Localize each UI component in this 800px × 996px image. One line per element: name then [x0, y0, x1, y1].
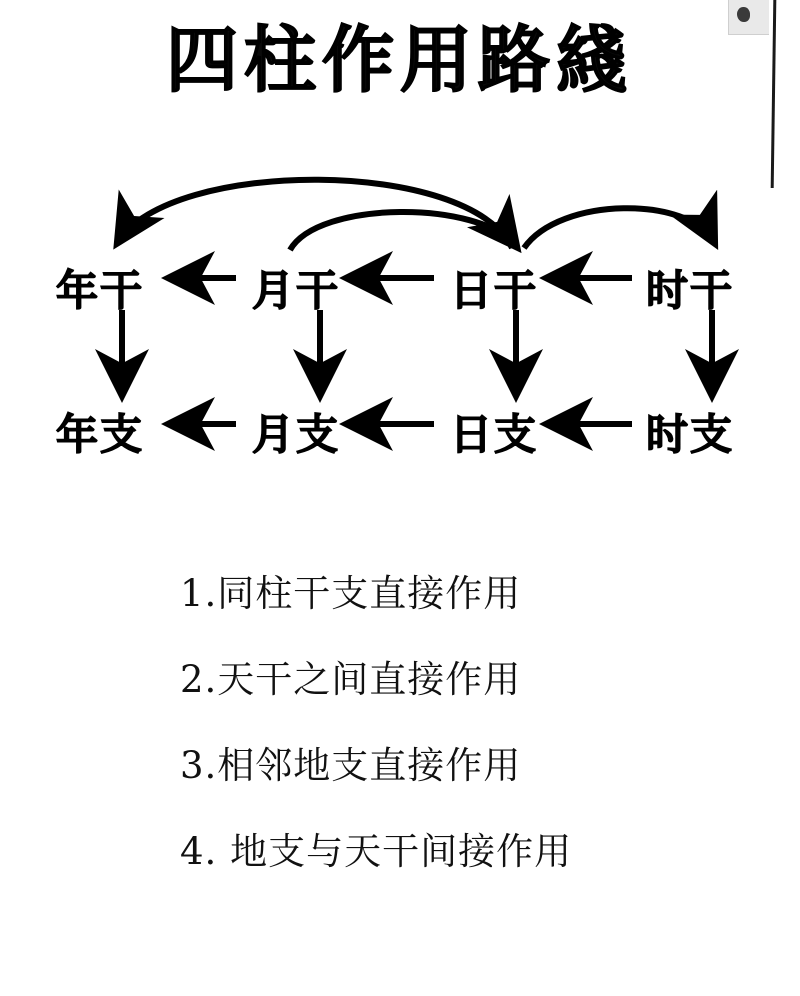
page-title: 四柱作用路綫	[165, 17, 634, 102]
node-month-branch: 月支	[252, 410, 341, 459]
node-year-stem: 年干	[56, 266, 145, 315]
note-item: 2.天干之间直接作用	[180, 658, 522, 701]
node-day-branch: 日支	[450, 410, 539, 459]
note-item: 3.相邻地支直接作用	[180, 744, 522, 787]
note-item: 1.同柱干支直接作用	[180, 572, 522, 615]
node-year-branch: 年支	[56, 410, 145, 459]
notes-list	[0, 572, 800, 919]
node-hour-stem: 时干	[646, 266, 735, 315]
node-month-stem: 月干	[252, 266, 341, 315]
arc-day-to-hour-stem	[524, 208, 714, 248]
corner-ink-dot	[737, 7, 750, 22]
node-hour-branch: 时支	[646, 410, 735, 459]
node-day-stem: 日干	[450, 266, 539, 315]
note-item: 4. 地支与天干间接作用	[180, 830, 573, 873]
